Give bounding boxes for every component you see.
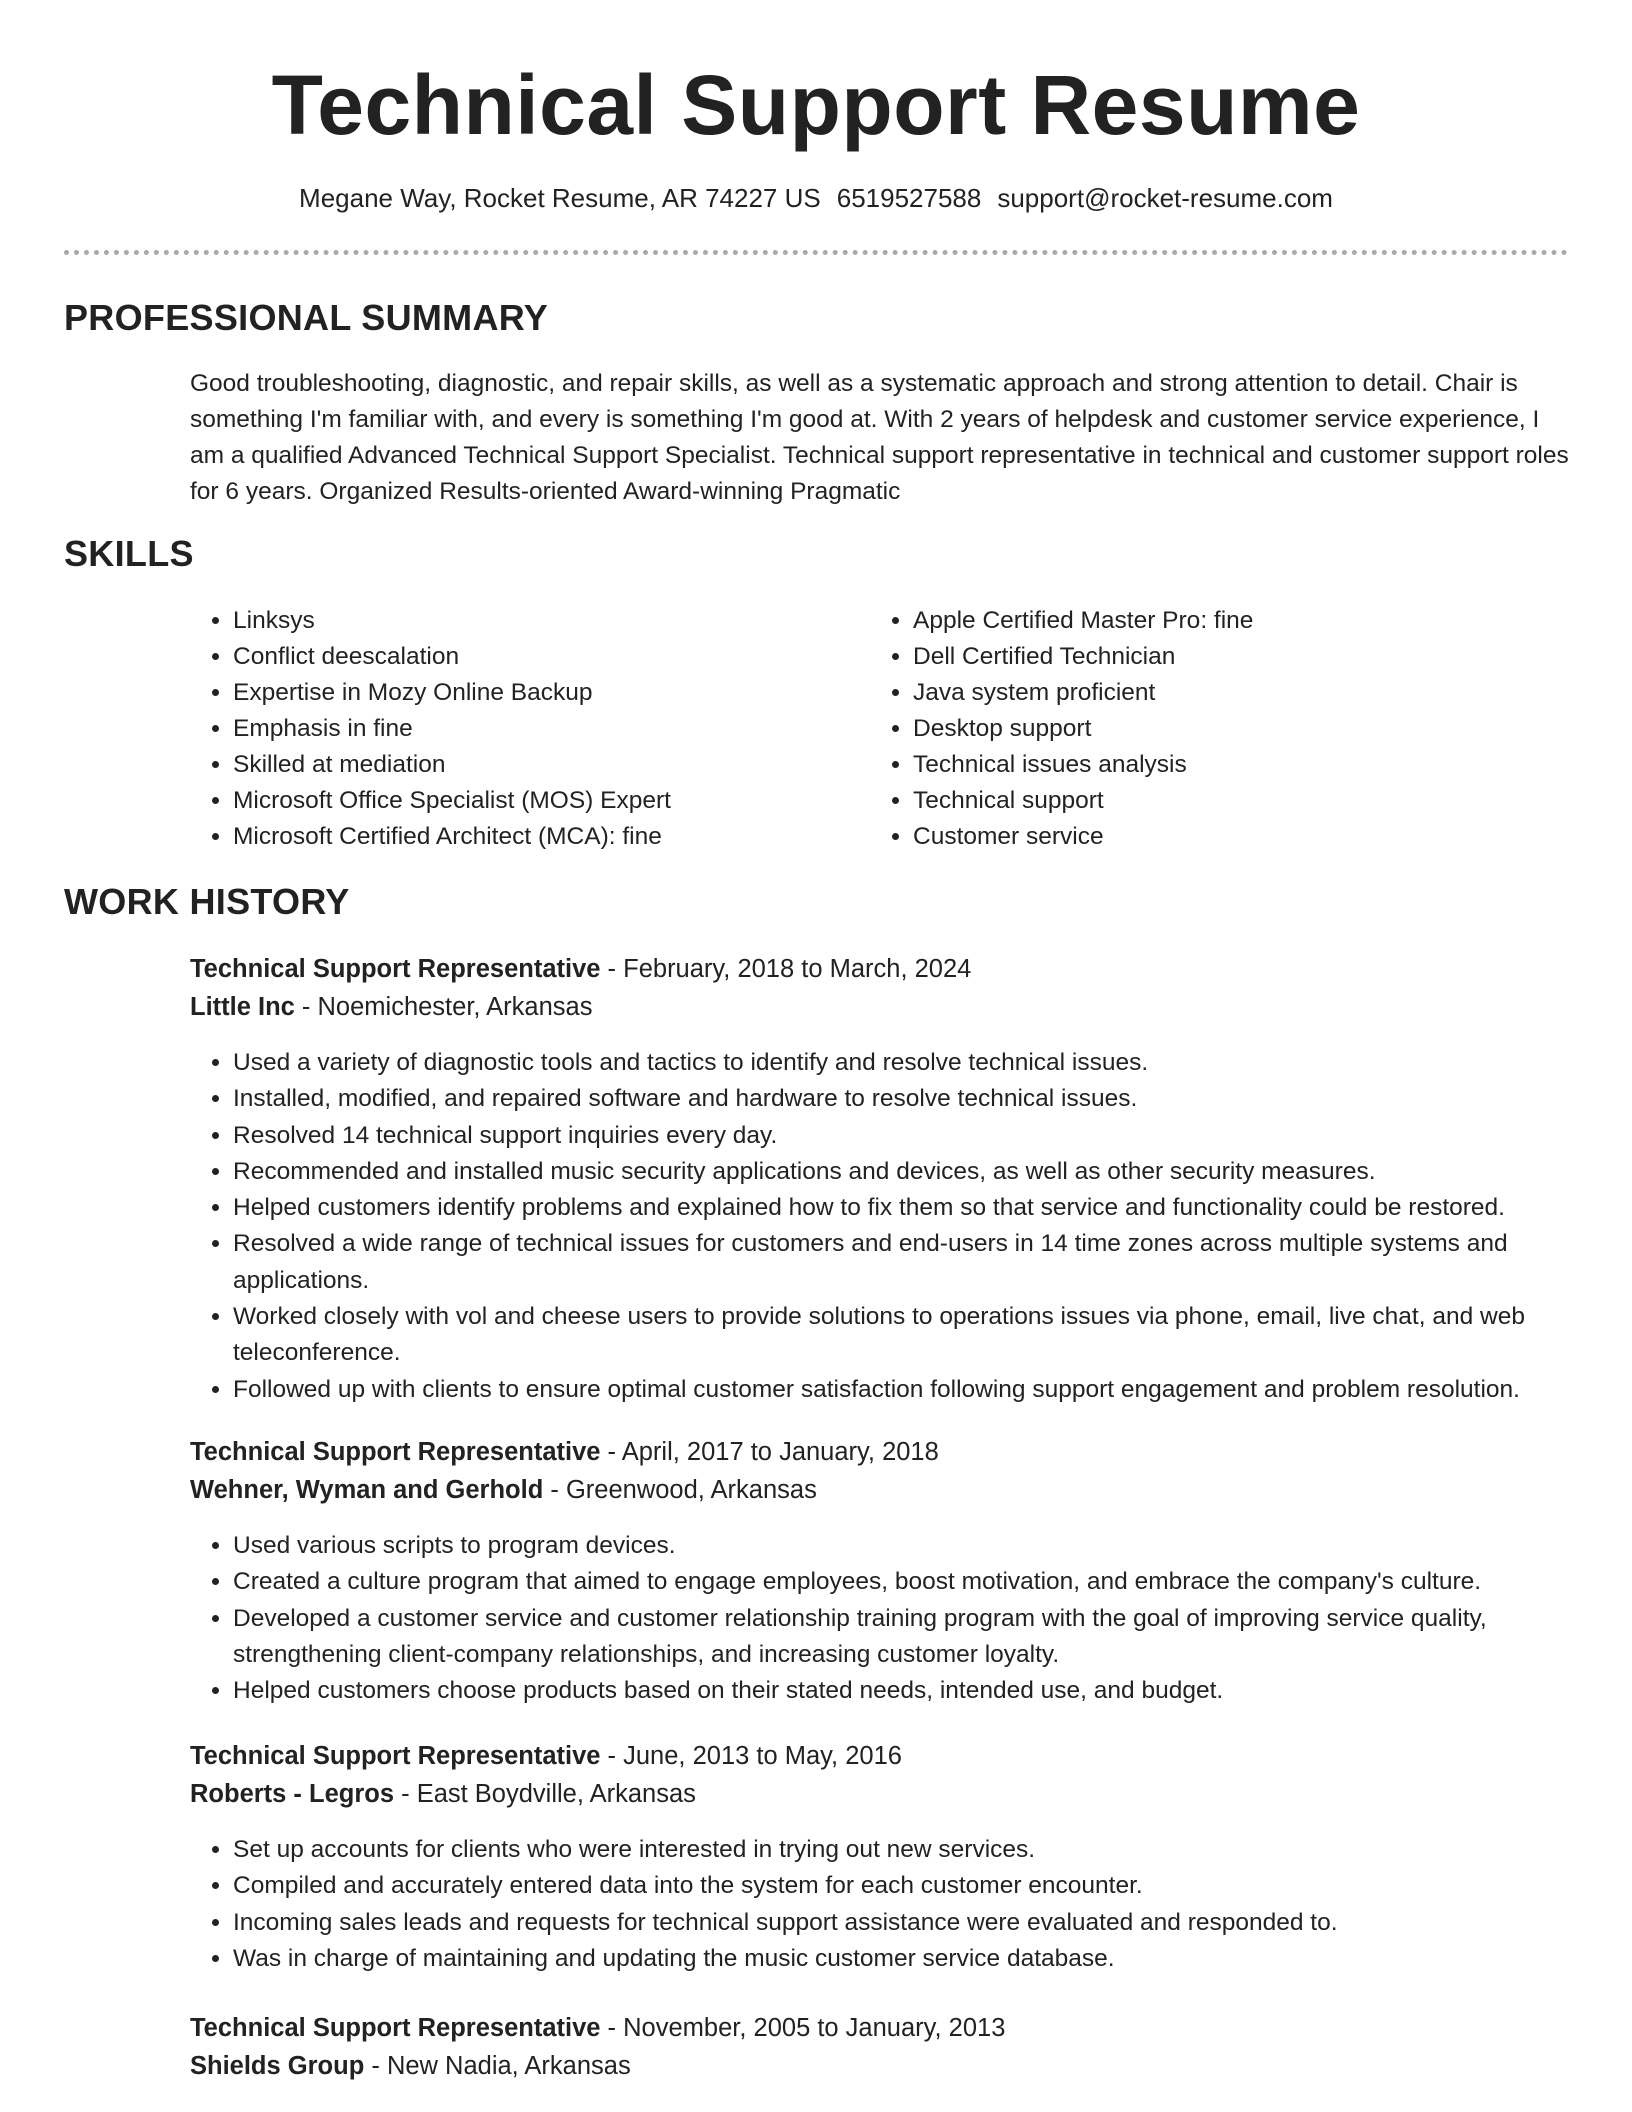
skills-heading: SKILLS — [64, 533, 194, 574]
job-duties-list — [190, 1528, 1632, 1709]
job-title-line — [190, 1737, 902, 1775]
resume-title: Technical Support Resume — [271, 58, 1361, 152]
duty-item: • Resolved a wide range of technical issues for customers and end-users in 14 time zones across multiple systems and applications. — [233, 1226, 1632, 1299]
job-title: Technical Support Representative — [190, 2014, 601, 2042]
job-location: - Greenwood, Arkansas — [543, 1476, 817, 1504]
job-title: Technical Support Representative — [190, 955, 601, 983]
job-dates: - February, 2018 to March, 2024 — [600, 955, 972, 983]
duty-item: • Installed, modified, and repaired software and hardware to resolve technical issues. — [233, 1081, 1632, 1117]
skill-item: • Technical support — [913, 783, 1593, 819]
job-title-line — [190, 1433, 939, 1471]
duty-item: • Recommended and installed music security applications and devices, as well as other security measures. — [233, 1154, 1632, 1190]
skill-item: • Apple Certified Master Pro: fine — [913, 603, 1593, 639]
duty-item: • Incoming sales leads and requests for technical support assistance were evaluated and responded to. — [233, 1905, 1632, 1941]
duty-item: • Helped customers identify problems and explained how to fix them so that service and functionality could be restored. — [233, 1190, 1632, 1226]
skills-list-right — [870, 603, 1593, 855]
duty-item: • Was in charge of maintaining and updating the music customer service database. — [233, 1941, 1632, 1977]
skill-item: • Linksys — [233, 603, 853, 639]
skill-item: • Java system proficient — [913, 675, 1593, 711]
skill-item: • Customer service — [913, 819, 1593, 855]
job-duties-list — [190, 1045, 1632, 1408]
skill-item: • Expertise in Mozy Online Backup — [233, 675, 853, 711]
contact-line — [0, 180, 1632, 216]
job-dates: - April, 2017 to January, 2018 — [600, 1438, 939, 1466]
skill-item: • Desktop support — [913, 711, 1593, 747]
skill-item: • Microsoft Certified Architect (MCA): fine — [233, 819, 853, 855]
header-divider — [64, 250, 1568, 255]
duty-item: • Worked closely with vol and cheese users to provide solutions to operations issues via phone, email, live chat, and web teleconference. — [233, 1299, 1632, 1372]
duty-item: • Followed up with clients to ensure optimal customer satisfaction following support engagement and problem resolution. — [233, 1372, 1632, 1408]
skill-item: • Emphasis in fine — [233, 711, 853, 747]
duty-item: • Resolved 14 technical support inquiries every day. — [233, 1118, 1632, 1154]
skill-item: • Conflict deescalation — [233, 639, 853, 675]
skill-item: • Technical issues analysis — [913, 747, 1593, 783]
contact-email: support@rocket-resume.com — [997, 183, 1333, 213]
duty-item: • Compiled and accurately entered data into the system for each customer encounter. — [233, 1868, 1632, 1904]
duty-item: • Created a culture program that aimed to engage employees, boost motivation, and embrace the company's culture. — [233, 1564, 1632, 1600]
duty-item: • Helped customers choose products based on their stated needs, intended use, and budget. — [233, 1673, 1632, 1709]
summary-heading: PROFESSIONAL SUMMARY — [64, 297, 549, 338]
duty-item: • Set up accounts for clients who were interested in trying out new services. — [233, 1832, 1632, 1868]
duty-item: • Used various scripts to program devices. — [233, 1528, 1632, 1564]
job-title: Technical Support Representative — [190, 1742, 601, 1770]
duty-item: • Developed a customer service and customer relationship training program with the goal of improving service quality, strengthening client-company relationships, and increasing customer loyalty. — [233, 1601, 1632, 1674]
job-company: Little Inc — [190, 993, 295, 1021]
job-dates: - November, 2005 to January, 2013 — [600, 2014, 1006, 2042]
duty-item: • Used a variety of diagnostic tools and tactics to identify and resolve technical issues. — [233, 1045, 1632, 1081]
job-company: Wehner, Wyman and Gerhold — [190, 1476, 544, 1504]
job-title: Technical Support Representative — [190, 1438, 601, 1466]
summary-text: Good troubleshooting, diagnostic, and repair skills, as well as a systematic approach and strong attention to detail. Chair is something I'm familiar with, and every is something I'm good at. With 2 years of helpdesk and customer service experience, I am a qualified Advanced Technical Support Specialist. Technical support representative in technical and customer support roles for 6 years. Organized Results-oriented Award-winning Pragmatic — [190, 370, 1569, 505]
job-company: Shields Group — [190, 2052, 365, 2080]
skill-item: • Skilled at mediation — [233, 747, 853, 783]
job-company-line — [190, 2047, 631, 2085]
contact-phone: 6519527588 — [836, 183, 982, 213]
job-location: - New Nadia, Arkansas — [364, 2052, 631, 2080]
job-title-line — [190, 2009, 1005, 2047]
job-dates: - June, 2013 to May, 2016 — [600, 1742, 902, 1770]
skills-list-left — [190, 603, 853, 855]
contact-address: Megane Way, Rocket Resume, AR 74227 US — [299, 183, 821, 213]
skill-item: • Microsoft Office Specialist (MOS) Expert — [233, 783, 853, 819]
job-company-line — [190, 1471, 817, 1509]
work-history-heading: WORK HISTORY — [64, 881, 350, 922]
job-location: - East Boydville, Arkansas — [394, 1780, 696, 1808]
skill-item: • Dell Certified Technician — [913, 639, 1593, 675]
job-company: Roberts - Legros — [190, 1780, 395, 1808]
job-company-line — [190, 1775, 696, 1813]
job-location: - Noemichester, Arkansas — [294, 993, 593, 1021]
job-title-line — [190, 950, 971, 988]
job-company-line — [190, 988, 592, 1026]
job-duties-list — [190, 1832, 1632, 1977]
